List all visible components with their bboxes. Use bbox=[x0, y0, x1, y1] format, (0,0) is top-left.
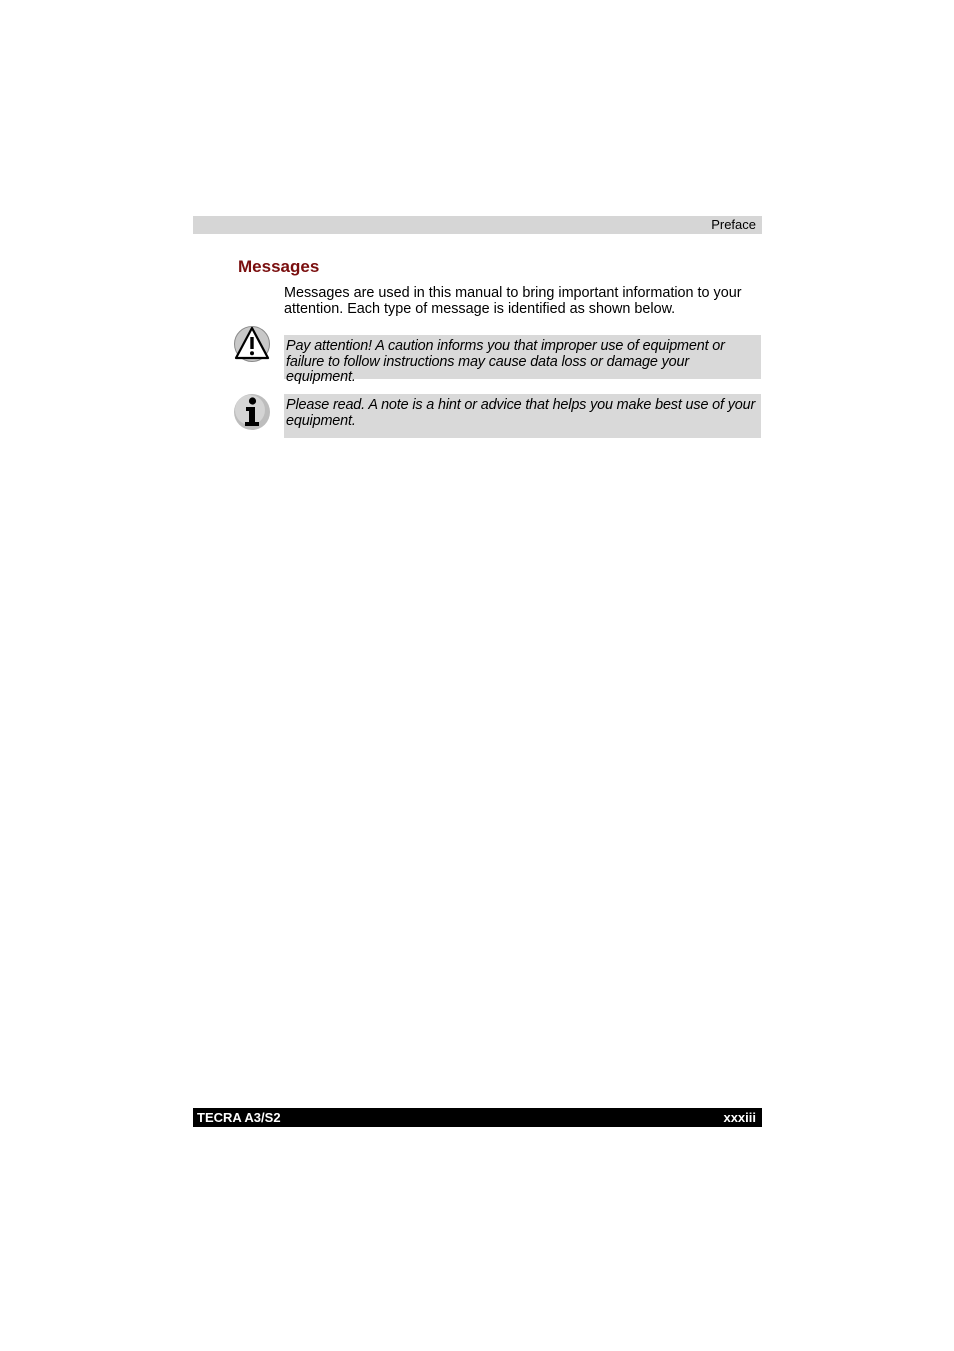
intro-paragraph: Messages are used in this manual to bring important information to your attention. Each type of message is identified as shown below. bbox=[284, 285, 742, 317]
info-icon bbox=[233, 393, 271, 431]
section-heading: Messages bbox=[238, 257, 320, 276]
running-header bbox=[193, 216, 762, 234]
page-number: xxxiii bbox=[723, 1110, 756, 1125]
caution-message: Pay attention! A caution informs you that improper use of equipment or failure to follow instructions may cause data loss or damage your equipment. bbox=[284, 335, 761, 379]
product-name: TECRA A3/S2 bbox=[197, 1110, 281, 1125]
caution-icon bbox=[233, 325, 271, 363]
note-message: Please read. A note is a hint or advice that helps you make best use of your equipment. bbox=[284, 394, 761, 438]
running-footer bbox=[193, 1108, 762, 1127]
section-label: Preface bbox=[711, 217, 756, 232]
